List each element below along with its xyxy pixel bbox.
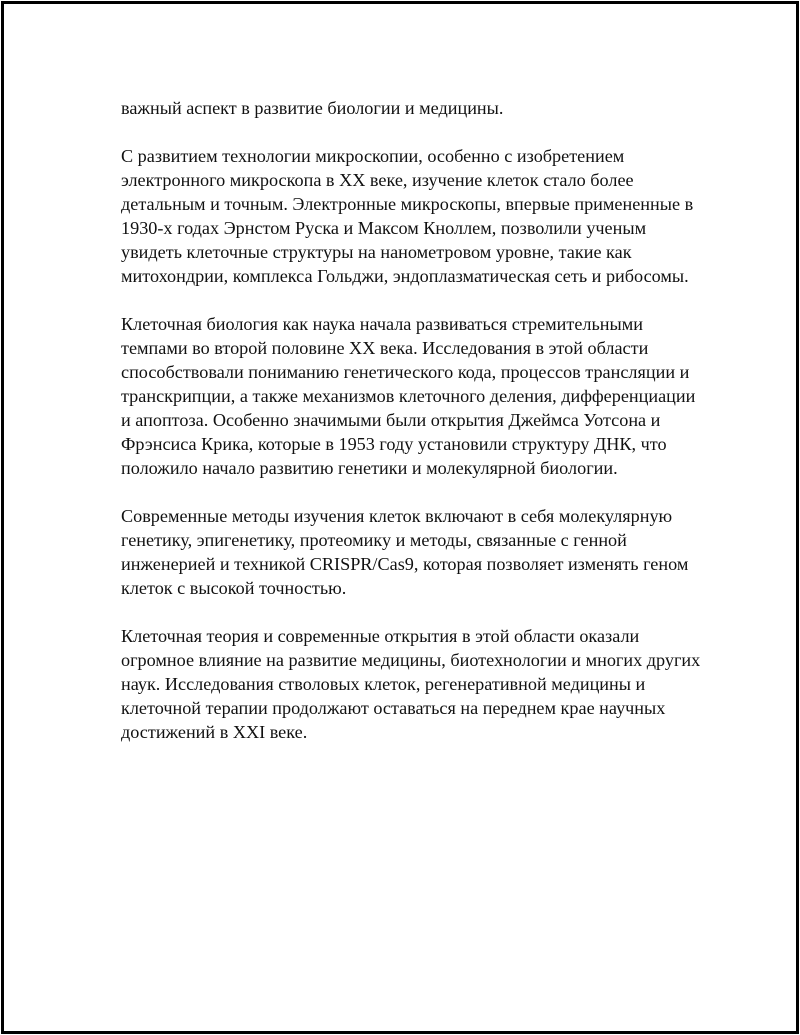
paragraph: важный аспект в развитие биологии и медицины. bbox=[121, 98, 504, 118]
paragraph: Современные методы изучения клеток включают в себя молекулярную генетику, эпигенетику, протеомику и методы, связанные с генной инженерией и техникой CRISPR/Cas9, которая позволяет изменять геном клеток с высокой точностью. bbox=[121, 506, 689, 598]
paragraph: Клеточная биология как наука начала развиваться стремительными темпами во второй половине XX века. Исследования в этой области способствовали пониманию генетического кода, процессов трансляции и транскрипции, а также механизмов клеточного деления, дифференциации и апоптоза. Особенно значимыми были открытия Джеймса Уотсона и Фрэнсиса Крика, которые в 1953 году установили структуру ДНК, что положило начало развитию генетики и молекулярной биологии. bbox=[121, 314, 696, 478]
document-body bbox=[121, 96, 706, 768]
document-page bbox=[1, 1, 799, 1034]
paragraph: Клеточная теория и современные открытия в этой области оказали огромное влияние на развитие медицины, биотехнологии и многих других наук. Исследования стволовых клеток, регенеративной медицины и клеточной терапии продолжают оставаться на переднем крае научных достижений в XXI веке. bbox=[121, 626, 701, 742]
paragraph: С развитием технологии микроскопии, особенно с изобретением электронного микроскопа в XX веке, изучение клеток стало более детальным и точным. Электронные микроскопы, впервые примененные в 1930-х годах Эрнстом Руска и Максом Кноллем, позволили ученым увидеть клеточные структуры на нанометровом уровне, такие как митохондрии, комплекса Гольджи, эндоплазматическая сеть и рибосомы. bbox=[121, 146, 694, 286]
